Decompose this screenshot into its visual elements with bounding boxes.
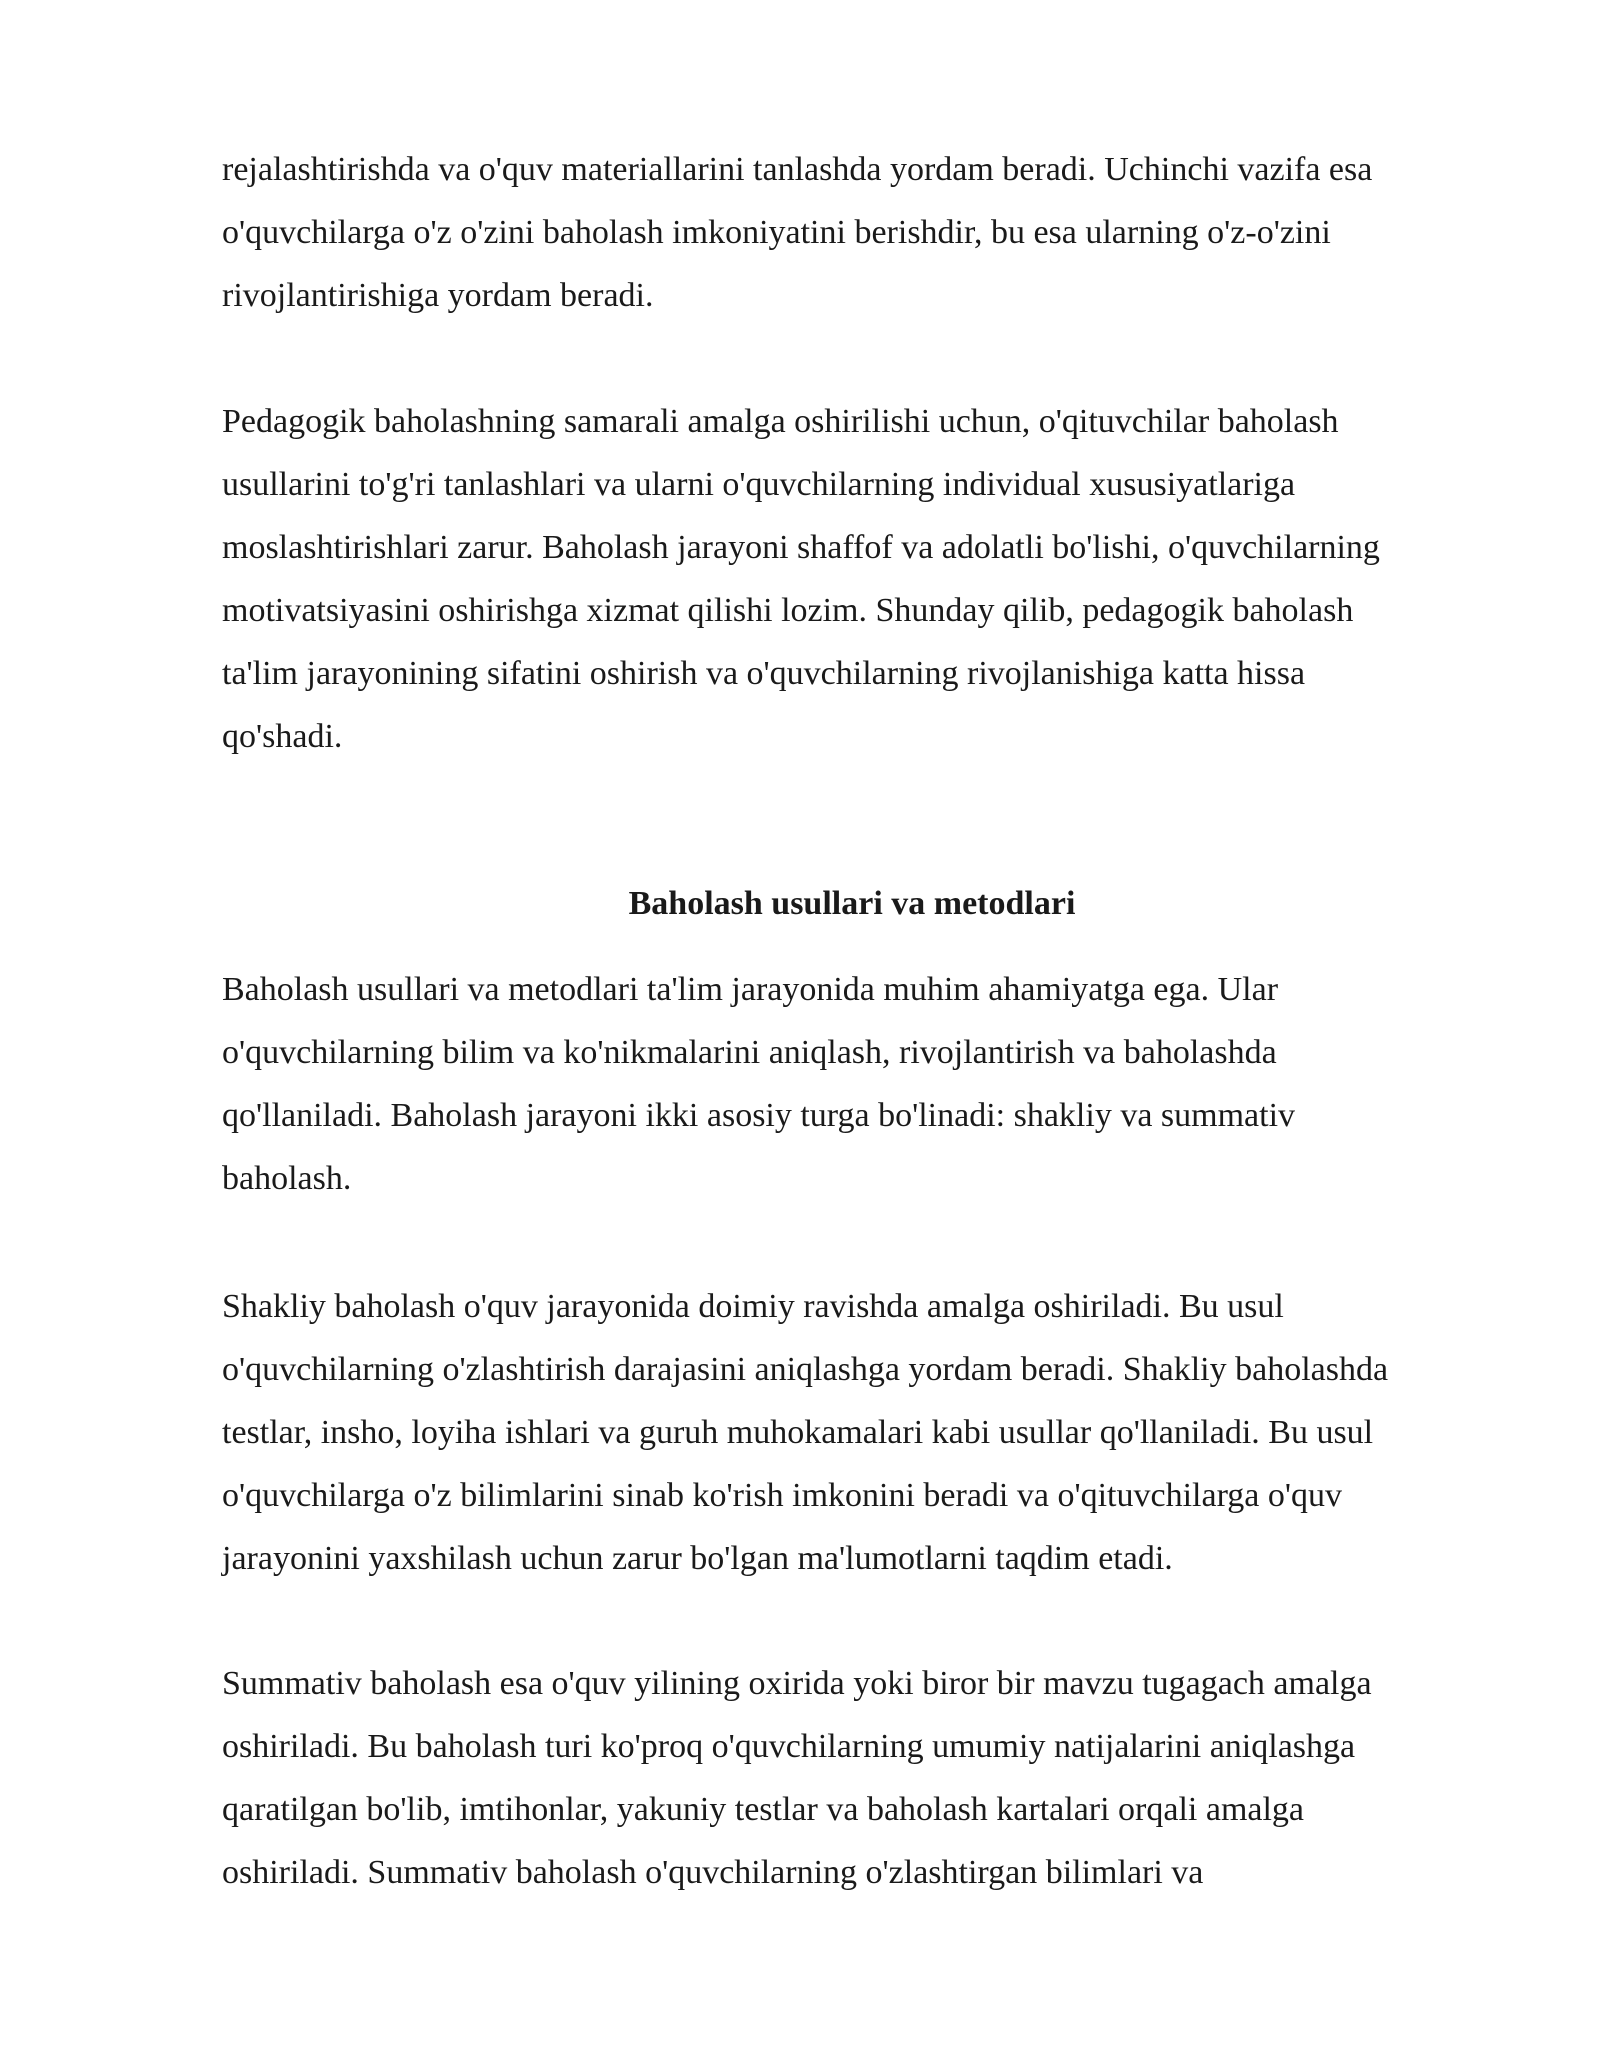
paragraph-line: Baholash usullari va metodlari ta'lim jarayonida muhim ahamiyatga ega. Ular	[222, 971, 1279, 1008]
paragraph-line: baholash.	[222, 1160, 352, 1197]
paragraph-line: testlar, insho, loyiha ishlari va guruh muhokamalari kabi usullar qo'llaniladi. Bu usul	[222, 1414, 1374, 1451]
paragraph-line: rivojlantirishiga yordam beradi.	[222, 277, 654, 314]
paragraph-line: rejalashtirishda va o'quv materiallarini tanlashda yordam beradi. Uchinchi vazifa esa	[222, 151, 1373, 188]
paragraph-2	[222, 390, 1482, 768]
paragraph-line: Pedagogik baholashning samarali amalga oshirilishi uchun, o'qituvchilar baholash	[222, 403, 1339, 440]
paragraph-line: qo'llaniladi. Baholash jarayoni ikki asosiy turga bo'linadi: shakliy va summativ	[222, 1097, 1296, 1134]
paragraph-line: oshiriladi. Bu baholash turi ko'proq o'quvchilarning umumiy natijalarini aniqlashga	[222, 1728, 1356, 1765]
paragraph-1	[222, 138, 1482, 327]
paragraph-line: moslashtirishlari zarur. Baholash jarayoni shaffof va adolatli bo'lishi, o'quvchilarning	[222, 529, 1380, 566]
paragraph-4	[222, 1275, 1482, 1590]
paragraph-line: qaratilgan bo'lib, imtihonlar, yakuniy testlar va baholash kartalari orqali amalga	[222, 1791, 1305, 1828]
paragraph-line: ta'lim jarayonining sifatini oshirish va o'quvchilarning rivojlanishiga katta hissa	[222, 655, 1306, 692]
paragraph-line: motivatsiyasini oshirishga xizmat qilishi lozim. Shunday qilib, pedagogik baholash	[222, 592, 1354, 629]
paragraph-line: o'quvchilarning o'zlashtirish darajasini aniqlashga yordam beradi. Shakliy baholashda	[222, 1351, 1389, 1388]
paragraph-3	[222, 958, 1482, 1210]
paragraph-5	[222, 1652, 1482, 1904]
section-heading: Baholash usullari va metodlari	[628, 885, 1076, 922]
paragraph-line: oshiriladi. Summativ baholash o'quvchilarning o'zlashtirgan bilimlari va	[222, 1854, 1204, 1891]
paragraph-line: usullarini to'g'ri tanlashlari va ularni o'quvchilarning individual xususiyatlariga	[222, 466, 1296, 503]
paragraph-line: jarayonini yaxshilash uchun zarur bo'lgan ma'lumotlarni taqdim etadi.	[222, 1540, 1173, 1577]
paragraph-line: Summativ baholash esa o'quv yilining oxirida yoki biror bir mavzu tugagach amalga	[222, 1665, 1372, 1702]
paragraph-line: qo'shadi.	[222, 718, 343, 755]
paragraph-line: o'quvchilarga o'z bilimlarini sinab ko'rish imkonini beradi va o'qituvchilarga o'quv	[222, 1477, 1342, 1514]
paragraph-line: o'quvchilarning bilim va ko'nikmalarini aniqlash, rivojlantirish va baholashda	[222, 1034, 1277, 1071]
paragraph-line: Shakliy baholash o'quv jarayonida doimiy ravishda amalga oshiriladi. Bu usul	[222, 1288, 1284, 1325]
paragraph-line: o'quvchilarga o'z o'zini baholash imkoniyatini berishdir, bu esa ularning o'z-o'zini	[222, 214, 1331, 251]
